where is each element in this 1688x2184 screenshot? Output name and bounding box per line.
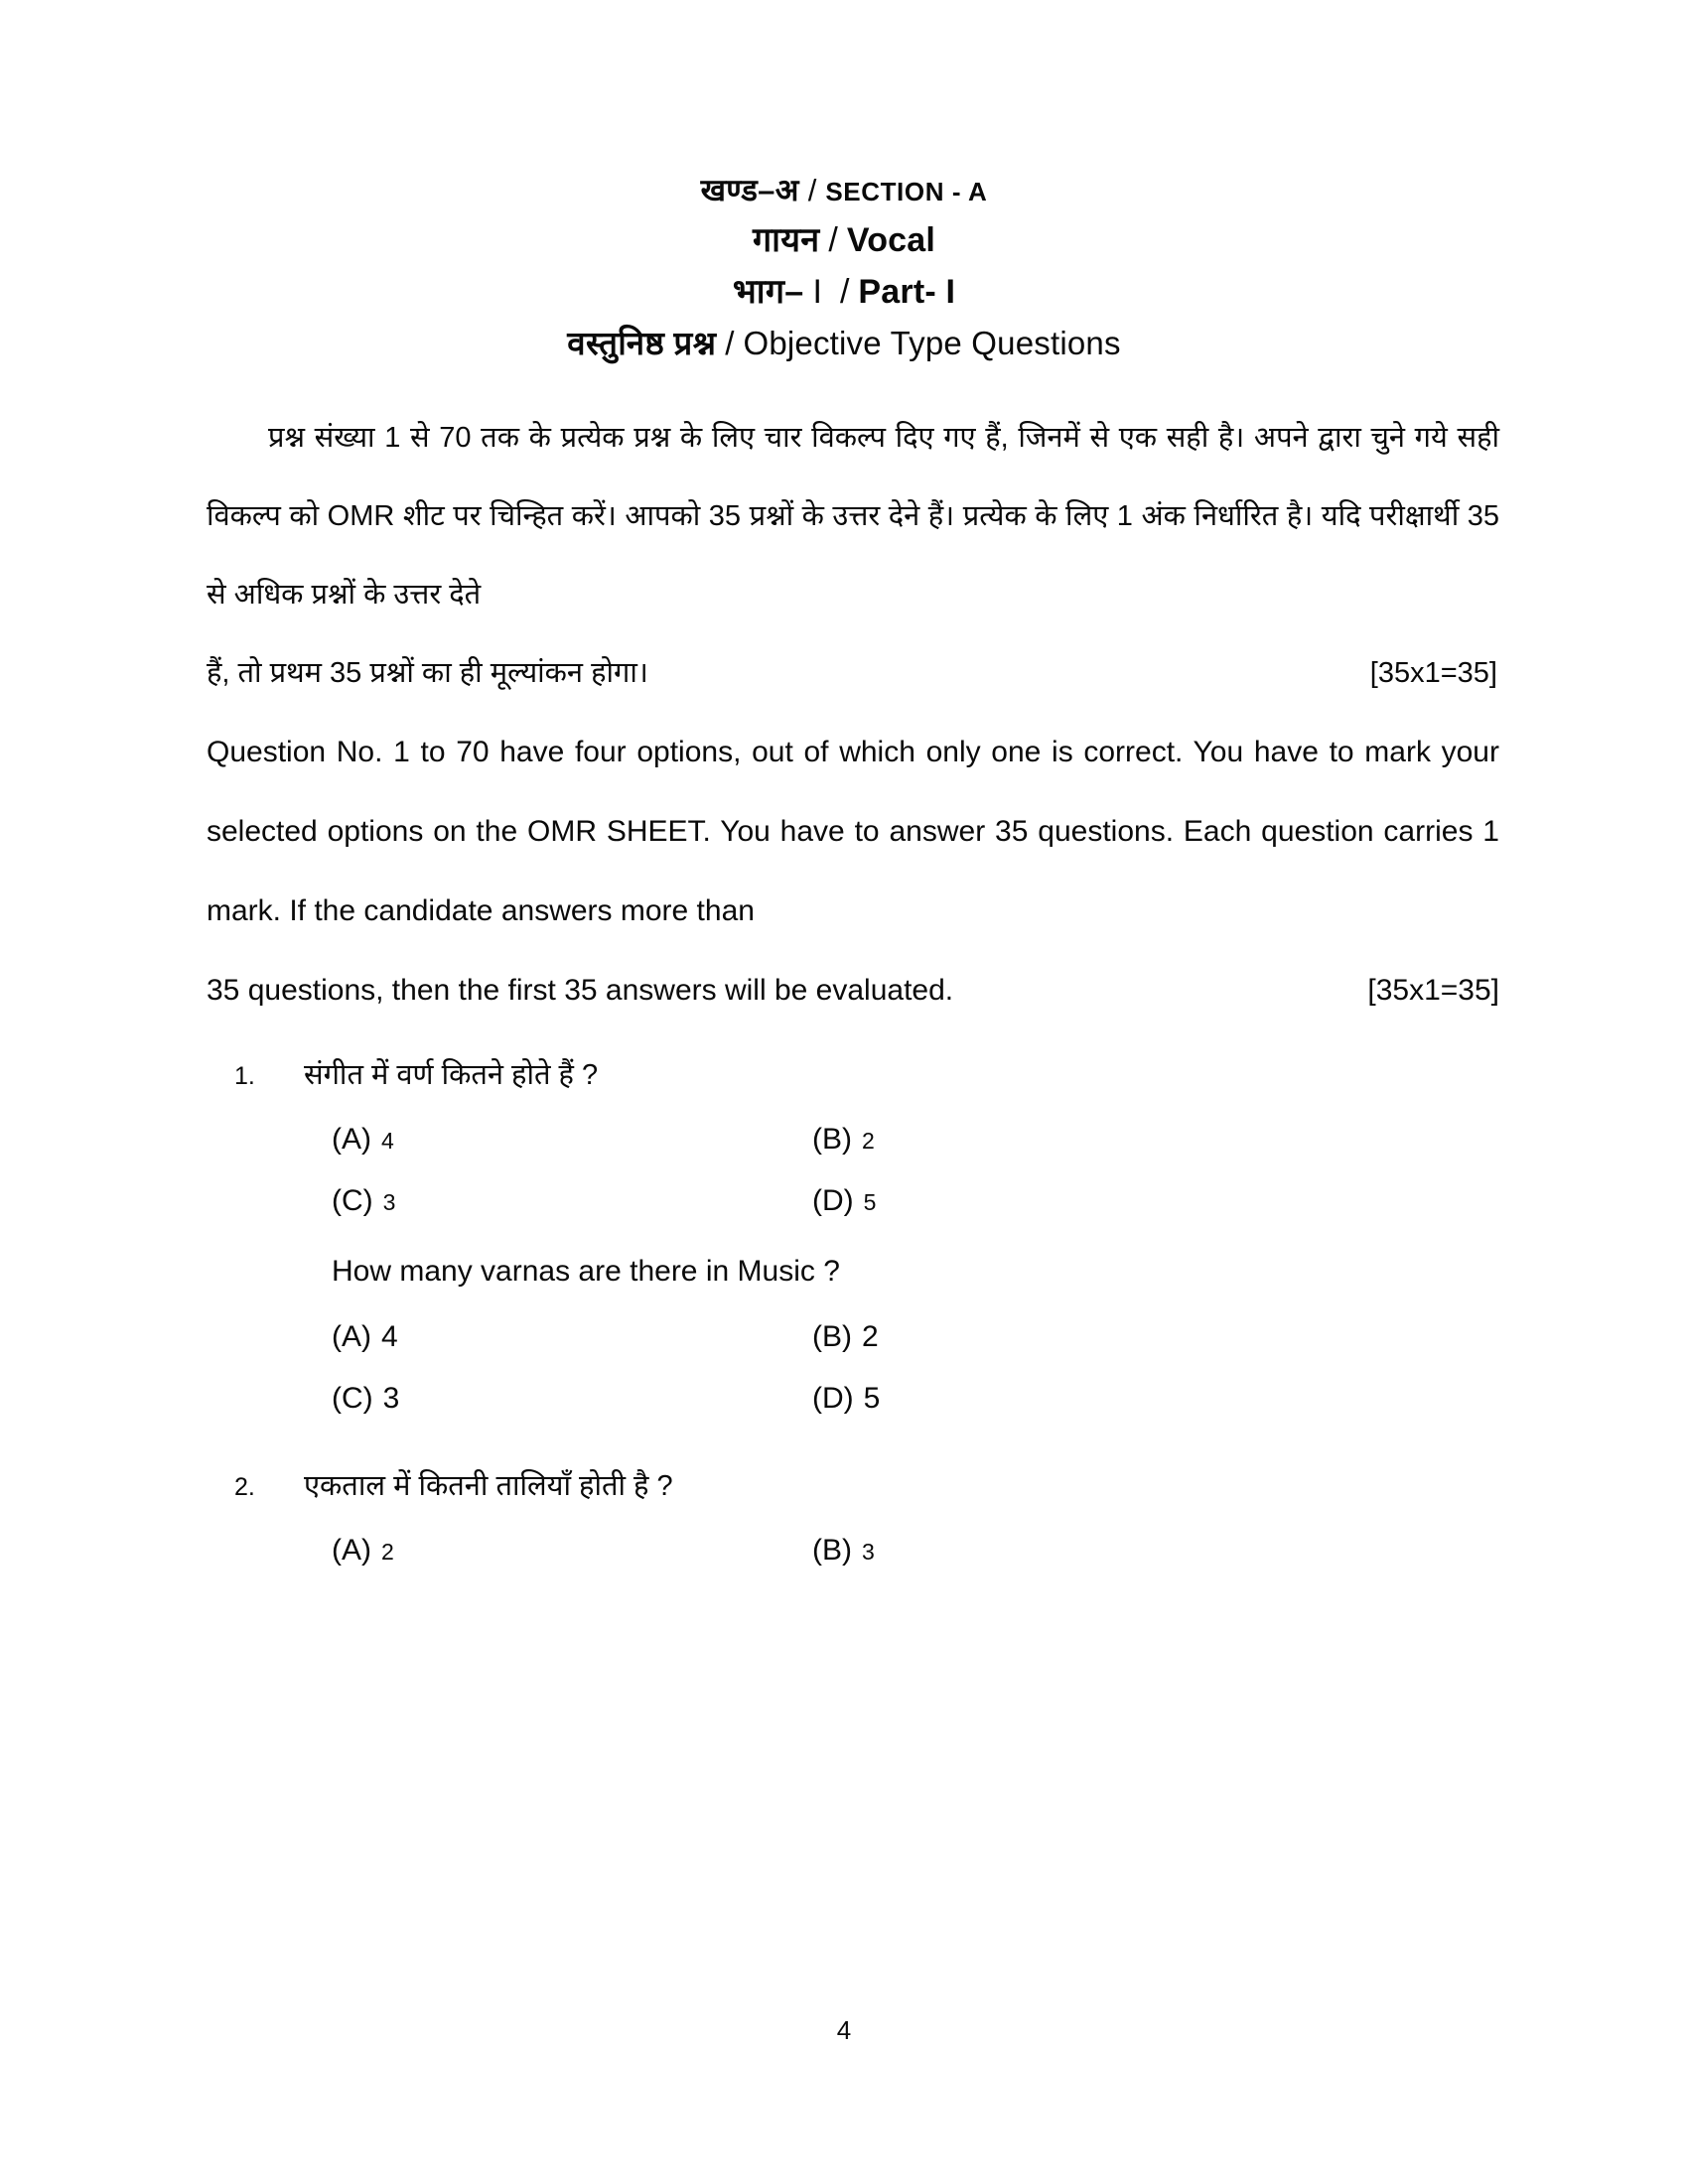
page-number: 4	[836, 2015, 852, 2045]
option-d-value: 5	[863, 1381, 881, 1415]
option-b-value: 2	[862, 1319, 879, 1353]
option-b[interactable]	[812, 1123, 875, 1157]
option-row	[332, 1382, 1499, 1416]
instructions-english-paragraph	[207, 713, 1499, 951]
option-a-label: (A)	[332, 1319, 371, 1353]
option-d-value: 5	[863, 1189, 877, 1216]
option-c-value: 3	[382, 1381, 400, 1415]
question-text-english: How many varnas are there in Music ?	[332, 1255, 840, 1289]
section-heading-hindi: खण्ड–अ	[700, 173, 799, 207]
subject-heading-hindi: गायन	[752, 221, 820, 259]
instructions-hindi-text: प्रश्न संख्या 1 से 70 तक के प्रत्येक प्रश्न के लिए चार विकल्प दिए गए हैं, जिनमें से एक सही है। अपने द्वारा चुने गये सही विकल्प को OMR शीट पर चिन्हित करें। आपको 35 प्रश्नों के उत्तर देने हैं। प्रत्येक के लिए 1 अंक निर्धारित है। यदि परीक्षार्थी 35 से अधिक प्रश्नों के उत्तर देते	[207, 422, 1499, 611]
option-b-value: 3	[862, 1538, 875, 1565]
instructions-hindi-tail-text: हैं, तो प्रथम 35 प्रश्नों का ही मूल्यांकन होगा।	[207, 657, 648, 689]
subject-heading	[0, 223, 1688, 257]
part-heading-english: Part- I	[858, 273, 956, 311]
option-b[interactable]	[812, 1534, 875, 1568]
page-header	[0, 0, 1688, 359]
subject-heading-separator: /	[828, 221, 838, 259]
english-marks-allocation: [35x1=35]	[1367, 974, 1499, 1007]
option-d[interactable]	[812, 1184, 876, 1218]
subject-heading-english: Vocal	[846, 221, 936, 259]
options-hindi	[207, 1123, 1499, 1218]
option-c-label: (C)	[332, 1381, 373, 1415]
part-heading-separator: /	[839, 273, 850, 311]
part-heading-hindi: भाग–	[732, 273, 804, 311]
option-b-value: 2	[862, 1128, 875, 1155]
question-type-separator: /	[725, 325, 735, 361]
option-a[interactable]	[332, 1534, 812, 1568]
options-english	[207, 1320, 1499, 1416]
instructions-block	[189, 377, 1499, 1030]
option-row	[332, 1320, 1499, 1354]
question-english-row	[207, 1252, 1499, 1293]
option-d[interactable]	[812, 1382, 880, 1416]
question-type-english: Objective Type Questions	[743, 325, 1121, 361]
option-c-value: 3	[382, 1189, 396, 1216]
option-d-label: (D)	[812, 1381, 854, 1415]
option-row	[332, 1184, 1499, 1218]
page-footer	[0, 2015, 1688, 2046]
option-a-value: 2	[381, 1538, 394, 1565]
question-number: 2.	[234, 1472, 255, 1501]
question-text-hindi: संगीत में वर्ण कितने होते हैं ?	[304, 1059, 599, 1091]
question-number: 1.	[234, 1062, 255, 1090]
question-item	[207, 1467, 1499, 1568]
question-hindi-row	[207, 1056, 1499, 1095]
option-a[interactable]	[332, 1123, 812, 1157]
instructions-hindi-paragraph	[207, 377, 1499, 634]
question-text-hindi: एकताल में कितनी तालियाँ होती है ?	[304, 1469, 673, 1502]
questions-list	[189, 1056, 1499, 1568]
instructions-english-text: Question No. 1 to 70 have four options, out of which only one is correct. You have to mark your selected options on the OMR SHEET. You have to answer 35 questions. Each question carries 1 mark. If the candidate answers more than	[207, 736, 1499, 927]
section-heading-english: SECTION - A	[825, 177, 988, 206]
instructions-hindi-last-line	[207, 634, 1499, 713]
question-type-hindi: वस्तुनिष्ठ प्रश्न	[567, 325, 717, 361]
option-a[interactable]	[332, 1320, 812, 1354]
question-type-heading	[0, 327, 1688, 359]
option-c[interactable]	[332, 1382, 812, 1416]
option-b-label: (B)	[812, 1123, 852, 1157]
hindi-marks-allocation: [35x1=35]	[1369, 657, 1497, 689]
option-a-value: 4	[381, 1128, 394, 1155]
question-item	[207, 1056, 1499, 1416]
instructions-english-last-line	[207, 951, 1499, 1030]
option-b[interactable]	[812, 1320, 879, 1354]
section-heading	[0, 175, 1688, 205]
option-a-label: (A)	[332, 1123, 371, 1157]
option-b-label: (B)	[812, 1533, 852, 1567]
option-d-label: (D)	[812, 1184, 854, 1218]
option-b-label: (B)	[812, 1319, 852, 1353]
part-heading-roman-numeral: I	[812, 273, 822, 311]
options-hindi	[207, 1534, 1499, 1568]
part-heading	[0, 275, 1688, 309]
option-a-value: 4	[381, 1319, 398, 1353]
section-heading-separator: /	[807, 173, 817, 207]
option-c-label: (C)	[332, 1184, 373, 1218]
option-row	[332, 1534, 1499, 1568]
instructions-english-tail-text: 35 questions, then the first 35 answers will be evaluated.	[207, 974, 954, 1007]
option-c[interactable]	[332, 1184, 812, 1218]
option-a-label: (A)	[332, 1533, 371, 1567]
option-row	[332, 1123, 1499, 1157]
question-hindi-row	[207, 1467, 1499, 1506]
